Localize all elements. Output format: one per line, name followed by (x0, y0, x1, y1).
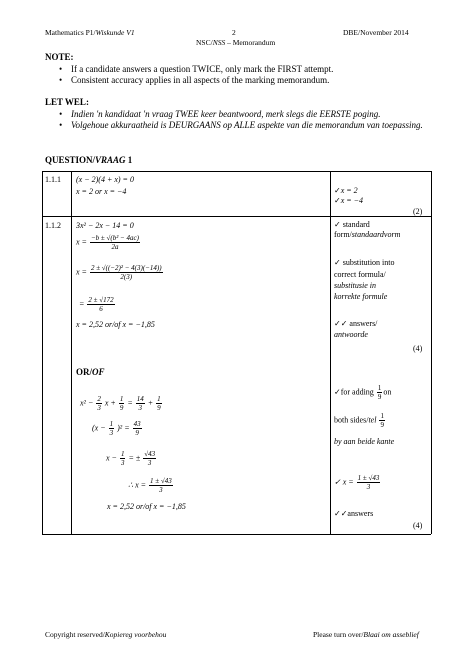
substitution: x = $\frac{\text{2 ± √((−2)² − 4(3)(−14))}}{2(3)}$ (76, 264, 162, 281)
table-border-left (42, 171, 43, 534)
quadratic-formula: x = $\frac{\text{−b ± √(b² − 4ac)}}{2a}$ (76, 234, 139, 251)
let-wel-list (57, 109, 437, 130)
let-wel-item: • Volgehoue akkuraatheid is DEURGAANS op ALLE aspekte van die memorandum van toepassing. (57, 120, 437, 131)
check-icon: ✓ (334, 196, 341, 205)
mark-item: by aan beide kante (334, 437, 395, 446)
footer-left: Copyright reserved/Kopiereg voorbehou (45, 630, 167, 639)
question-number: 1.1.2 (45, 221, 61, 230)
answer: x = 2,52 or/of x = −1,85 (76, 320, 155, 329)
equation: x = 2 or x = −4 (76, 187, 127, 196)
equation: ∴ x = $\frac{1 \pm √43}{3}$ (128, 477, 172, 494)
equation: (x − $\frac{1}{3}$ )² = $\frac{43}{9}$ (92, 420, 141, 437)
fraction: $\frac{\text{−b ± √(b² − 4ac)}}{2a}$ (90, 234, 139, 251)
mark-item: ✓ standard (334, 220, 370, 229)
mark-item: ✓ substitution into (334, 258, 395, 267)
equation: x − $\frac{1}{3}$ = ± $\frac{√43}{3}$ (106, 450, 156, 467)
table-border-top (42, 171, 431, 172)
header-left: Mathematics P1/Wiskunde V1 (45, 28, 135, 37)
check-icon: ✓✓ (334, 509, 348, 518)
question-number: 1.1.1 (45, 175, 61, 184)
mark-total: (4) (413, 521, 423, 530)
mark-item: ✓for adding $\frac{1}{9}$ on (334, 384, 392, 401)
let-wel-heading: LET WEL: (45, 97, 89, 107)
table-border-bottom (42, 534, 431, 535)
mark-item: ✓x = −4 (334, 196, 364, 205)
note-item: • Consistent accuracy applies in all aspects of the marking memorandum. (57, 75, 437, 86)
check-icon: ✓✓ (334, 319, 348, 328)
mark-item: form/standaardvorm (334, 230, 401, 239)
mark-item: ✓✓answers (334, 509, 374, 518)
equation: (x − 2)(4 + x) = 0 (76, 175, 134, 184)
check-icon: ✓ (334, 387, 341, 397)
table-col-divider (330, 171, 331, 534)
mark-total: (2) (413, 207, 423, 216)
note-item: • If a candidate answers a question TWICE, only mark the FIRST attempt. (57, 64, 437, 75)
header-right: DBE/November 2014 (343, 28, 409, 37)
fraction: $\frac{2 \pm √172}{6}$ (88, 296, 114, 313)
table-row-divider (42, 216, 431, 217)
check-icon: ✓ (334, 477, 341, 487)
answer: x = 2,52 or/of x = −1,85 (107, 502, 186, 511)
check-icon: ✓ (334, 258, 341, 267)
simplification: = $\frac{2 \pm √172}{6}$ (79, 296, 114, 313)
note-heading: NOTE: (45, 52, 74, 62)
equation: x² − $\frac{2}{3}$ x + $\frac{1}{9}$ = $\frac{14}{3}$ + $\frac{1}{9}$ (80, 395, 161, 412)
mark-item: ✓x = 2 (334, 186, 358, 195)
page-number: 2 (232, 28, 236, 37)
mark-item: correct formula/ (334, 270, 386, 279)
check-icon: ✓ (334, 220, 341, 229)
check-icon: ✓ (334, 186, 341, 195)
question-heading: QUESTION/VRAAG 1 (45, 155, 133, 165)
footer-right: Please turn over/Blaai om asseblief (313, 630, 419, 639)
mark-total: (4) (413, 344, 423, 353)
let-wel-item: • Indien 'n kandidaat 'n vraag TWEE keer beantwoord, merk slegs die EERSTE poging. (57, 109, 437, 120)
mark-item: ✓✓ answers/ (334, 319, 378, 328)
table-border-right (431, 171, 432, 534)
note-list (57, 64, 437, 85)
mark-item: ✓ x = $\frac{1 \pm √43}{3}$ (334, 474, 380, 491)
mark-item: both sides/tel $\frac{1}{9}$ (334, 412, 384, 429)
mark-item: korrekte formule (334, 292, 388, 301)
table-col-divider (71, 171, 72, 534)
fraction: $\frac{\text{2 ± √((−2)² − 4(3)(−14))}}{2(3)}$ (90, 264, 162, 281)
or-label: OR/OF (76, 367, 105, 377)
equation: 3x² − 2x − 14 = 0 (76, 221, 134, 230)
header-subtitle: NSC/NSS – Memorandum (196, 38, 276, 47)
mark-item: substitusie in (334, 281, 377, 290)
mark-item: antwoorde (334, 330, 368, 339)
